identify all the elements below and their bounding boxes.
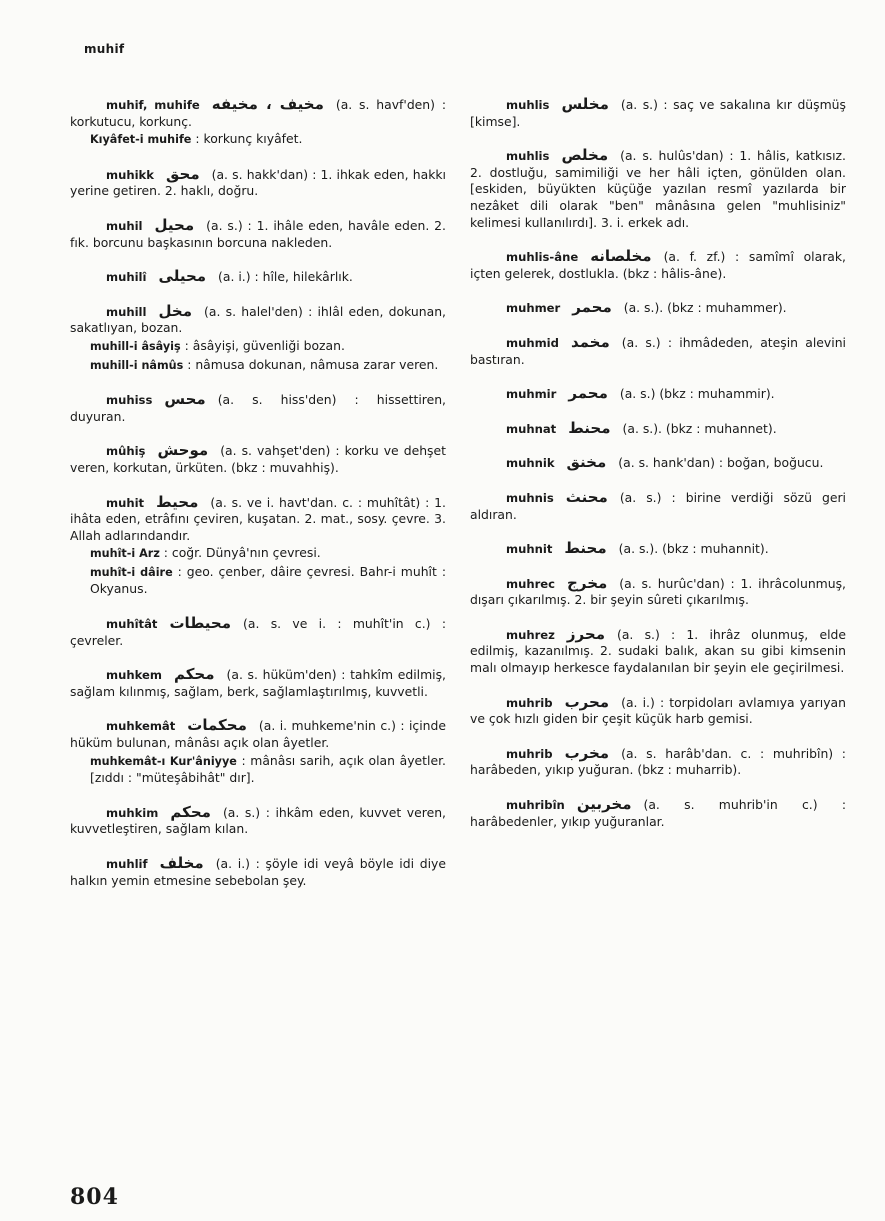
dictionary-entry (70, 96, 446, 149)
dictionary-entry (70, 804, 446, 838)
arabic-script: محمر (572, 298, 612, 317)
definition-text: (a. s.) (bkz : muhammir). (619, 386, 775, 402)
definition-text: (a. f. zf.) : samîmî olarak, içten gelerek, dostlukla. (bkz : hâlis-âne). (470, 249, 846, 281)
arabic-script: محس (164, 390, 206, 409)
arabic-script: محنث (565, 487, 608, 506)
entry-body (470, 745, 846, 779)
headword: muhmir (506, 387, 557, 402)
headword: muhlis (506, 98, 550, 112)
headword: muhif, muhife (106, 98, 200, 112)
sub-definition-text: : coğr. Dünyâ'nın çevresi. (163, 545, 321, 561)
entry-body (470, 334, 846, 368)
headword: muhnik (506, 456, 555, 471)
headword: muhnis (506, 490, 554, 505)
headword: muhilî (106, 270, 147, 285)
dictionary-entry (470, 334, 846, 368)
headword: muhill (106, 304, 147, 319)
definition-text: (a. s.). (bkz : muhannet). (622, 420, 777, 436)
sub-definition-text: : nâmusa dokunan, nâmusa zarar veren. (187, 356, 439, 372)
sub-headword: Kıyâfet-i muhife (90, 133, 192, 147)
entry-body (470, 575, 846, 609)
entry-body (470, 147, 846, 231)
dictionary-entry (70, 303, 446, 374)
definition-text: (a. s. hiss'den) : hissettiren, duyuran. (70, 392, 446, 424)
entry-body (470, 454, 846, 472)
definition-text: (a. i. muhkeme'nin c.) : içinde hüküm bulunan, mânâsı açık olan âyetler. (70, 718, 446, 751)
definition-text: (a. s. ve i. : muhît'in c.) : çevreler. (70, 616, 446, 648)
dictionary-entry (470, 299, 846, 317)
dictionary-entry (470, 796, 846, 830)
dictionary-entry (70, 855, 446, 889)
headword: muhlis-âne (506, 250, 579, 265)
dictionary-entry (470, 694, 846, 728)
sub-entry (70, 753, 446, 787)
dictionary-entry (470, 96, 846, 130)
entry-body (70, 442, 446, 476)
left-column (70, 96, 446, 906)
definition-text: (a. s.). (bkz : muhannit). (618, 541, 769, 557)
definition-text: (a. s. hakk'dan) : 1. ihkak eden, hakkı yerine getiren. 2. haklı, doğru. (70, 166, 446, 199)
dictionary-entry (70, 666, 446, 700)
headword: muhlif (106, 857, 148, 871)
dictionary-entry (70, 217, 446, 251)
arabic-script: مخيف ، مخيفه (211, 95, 324, 113)
entry-body (70, 96, 446, 130)
headword: muhmid (506, 335, 559, 350)
arabic-script: محيلى (158, 267, 207, 286)
headword: muhrec (506, 576, 556, 591)
entry-body (70, 303, 446, 337)
definition-text: (a. s. ve i. havt'dan. c. : muhîtât) : 1. ihâta eden, etrâfını çeviren, kuşatan. 2. mat., sosy. çevre. 3. Allah adlarındandır. (70, 494, 446, 543)
definition-text: (a. s.) : birine verdiği sözü geri aldıran. (470, 489, 846, 522)
entry-body (70, 391, 446, 425)
headword: muhmer (506, 301, 561, 316)
sub-entry (70, 357, 446, 375)
sub-definition-text: : korkunç kıyâfet. (195, 131, 303, 147)
definition-text: (a. s. hurûc'dan) : 1. ihrâcolunmuş, dışarı çıkarılmış. 2. bir şeyin sûreti çıkarılmış. (470, 575, 846, 608)
definition-text: (a. s. havf'den) : korkutucu, korkunç. (70, 97, 446, 129)
dictionary-entry (470, 454, 846, 472)
entry-body (470, 540, 846, 558)
headword: muhikk (106, 167, 154, 182)
dictionary-entry (470, 626, 846, 677)
dictionary-entry (470, 540, 846, 558)
headword: muhnat (506, 421, 557, 436)
definition-text: (a. s.) : saç ve sakalına kır düşmüş [kimse]. (470, 97, 846, 129)
headword: muhkemât (106, 719, 176, 734)
dictionary-entry (470, 385, 846, 403)
sub-entry (70, 564, 446, 598)
definition-text: (a. i.) : hîle, hilekârlık. (218, 269, 353, 285)
arabic-script: محرب (564, 692, 610, 711)
arabic-script: مخلصانه (590, 247, 652, 266)
entry-body (70, 268, 446, 286)
entry-body (470, 420, 846, 438)
arabic-script: موحش (157, 441, 209, 460)
arabic-script: محرز (566, 624, 605, 643)
arabic-script: محنط (568, 418, 611, 437)
entry-body (470, 248, 846, 282)
entry-body (70, 804, 446, 838)
arabic-script: محكمات (187, 716, 247, 735)
definition-text: (a. s. muhrib'in c.) : harâbedenler, yıkıp yuğuranlar. (470, 797, 846, 829)
arabic-script: مخرب (564, 743, 610, 762)
entry-body (70, 166, 446, 200)
dictionary-entry (470, 745, 846, 779)
dictionary-entry (70, 391, 446, 425)
arabic-script: مخمد (570, 332, 610, 351)
arabic-script: مخلف (159, 854, 204, 872)
arabic-script: مخلص (561, 146, 609, 165)
headword: muhnit (506, 542, 553, 557)
dictionary-entry (70, 494, 446, 599)
sub-headword: muhît-i dâire (90, 565, 173, 579)
arabic-script: محنط (564, 539, 607, 558)
headword: muhit (106, 495, 145, 510)
dictionary-entry (470, 248, 846, 282)
entry-body (470, 489, 846, 523)
arabic-script: محمر (568, 384, 608, 403)
definition-text: (a. s.) : ihkâm eden, kuvvet veren, kuvvetleştiren, sağlam kılan. (70, 804, 446, 837)
definition-text: (a. s. hüküm'den) : tahkîm edilmiş, sağlam kılınmış, sağlam, berk, sağlamlaştırılmış, kuvvetli. (70, 667, 446, 699)
entry-body (470, 796, 846, 830)
arabic-script: محيطات (169, 614, 232, 633)
headword: muhrez (506, 627, 555, 642)
sub-entry (70, 545, 446, 563)
entry-body (470, 385, 846, 403)
definition-text: (a. i.) : torpidoları avlamıya yarıyan ve çok hızlı giden bir çeşit küçük harb gemisi. (470, 694, 846, 727)
entry-body (470, 626, 846, 677)
entry-body (70, 494, 446, 545)
arabic-script: مخلس (561, 95, 609, 113)
entry-body (70, 855, 446, 889)
sub-headword: muhkemât-ı Kur'âniyye (90, 754, 237, 768)
dictionary-entry (70, 615, 446, 649)
dictionary-entry (470, 575, 846, 609)
headword: muhrib (506, 746, 553, 761)
entry-body (70, 666, 446, 700)
entry-body (470, 96, 846, 130)
page-number: 804 (70, 1184, 119, 1210)
entry-body (470, 694, 846, 728)
definition-text: (a. s. hulûs'dan) : 1. hâlis, katkısız. 2. dostluğu, samimiliği ve her hâli içten, gönülden olan. [eskiden, büyükten küçüğe yazılan resmî yazılarda bir nezâket dili olarak "ben" mânâsına gelen "muhlisiniz" kelimesi kullanılırdı]. 3. i. erkek adı. (470, 148, 846, 230)
sub-headword: muhill-i nâmûs (90, 358, 184, 372)
headword: muhîtât (106, 617, 158, 632)
definition-text: (a. s. halel'den) : ihlâl eden, dokunan, sakatlıyan, bozan. (70, 303, 446, 336)
definition-text: (a. s.) : ihmâdeden, ateşin alevini bastıran. (470, 334, 846, 367)
arabic-script: محكم (173, 665, 215, 684)
right-column (470, 96, 846, 847)
headword: muhiss (106, 393, 153, 408)
dictionary-entry (470, 147, 846, 231)
arabic-script: محق (165, 164, 200, 183)
arabic-script: مخربين (576, 795, 632, 814)
arabic-script: محيل (154, 215, 195, 234)
headword: muhlis (506, 149, 550, 164)
dictionary-entry (70, 166, 446, 200)
dictionary-entry (70, 442, 446, 476)
dictionary-entry (70, 717, 446, 786)
definition-text: (a. s. harâb'dan. c. : muhribîn) : harâbeden, yıkıp yuğuran. (bkz : muharrib). (470, 745, 846, 778)
dictionary-entry (470, 420, 846, 438)
definition-text: (a. s. vahşet'den) : korku ve dehşet veren, korkutan, ürküten. (bkz : muvahhiş). (70, 443, 446, 475)
definition-text: (a. s.) : 1. ihrâz olunmuş, elde edilmiş, kazanılmış. 2. sudaki balık, akan su gibi kimsenin malı olmayıp herkesce faydalanılan bir şeyin ele geçirilmesi. (470, 626, 846, 676)
sub-headword: muhît-i Arz (90, 547, 160, 561)
arabic-script: مخرج (567, 573, 608, 592)
sub-entry (70, 338, 446, 356)
entry-body (70, 217, 446, 251)
headword: muhkem (106, 668, 162, 683)
arabic-script: محكم (170, 802, 211, 821)
arabic-script: مخل (158, 301, 193, 320)
arabic-script: مخنق (566, 453, 607, 472)
headword: muhribîn (506, 798, 565, 813)
sub-definition-text: : geo. çenber, dâire çevresi. Bahr-i muhît : Okyanus. (90, 563, 446, 597)
running-head: muhif (84, 42, 125, 56)
sub-headword: muhill-i âsâyiş (90, 339, 181, 353)
definition-text: (a. s.). (bkz : muhammer). (623, 300, 787, 316)
sub-definition-text: : mânâsı sarih, açık olan âyetler. [zıddı : "müteşâbihât" dır]. (90, 752, 446, 786)
headword: muhrib (506, 695, 553, 710)
arabic-script: محيط (156, 492, 199, 511)
dictionary-entry (70, 268, 446, 286)
headword: muhil (106, 218, 143, 233)
headword: mûhiş (106, 444, 146, 459)
headword: muhkim (106, 805, 159, 820)
sub-definition-text: : âsâyişi, güvenliği bozan. (184, 337, 345, 353)
definition-text: (a. i.) : şöyle idi veyâ böyle idi diye halkın yemin etmesine sebebolan şey. (70, 856, 446, 888)
entry-body (70, 717, 446, 751)
entry-body (470, 299, 846, 317)
entry-body (70, 615, 446, 649)
definition-text: (a. s. hank'dan) : boğan, boğucu. (618, 455, 824, 471)
dictionary-entry (470, 489, 846, 523)
definition-text: (a. s.) : 1. ihâle eden, havâle eden. 2. fık. borcunu başkasının borcuna nakleden. (70, 217, 446, 250)
sub-entry (70, 131, 446, 149)
